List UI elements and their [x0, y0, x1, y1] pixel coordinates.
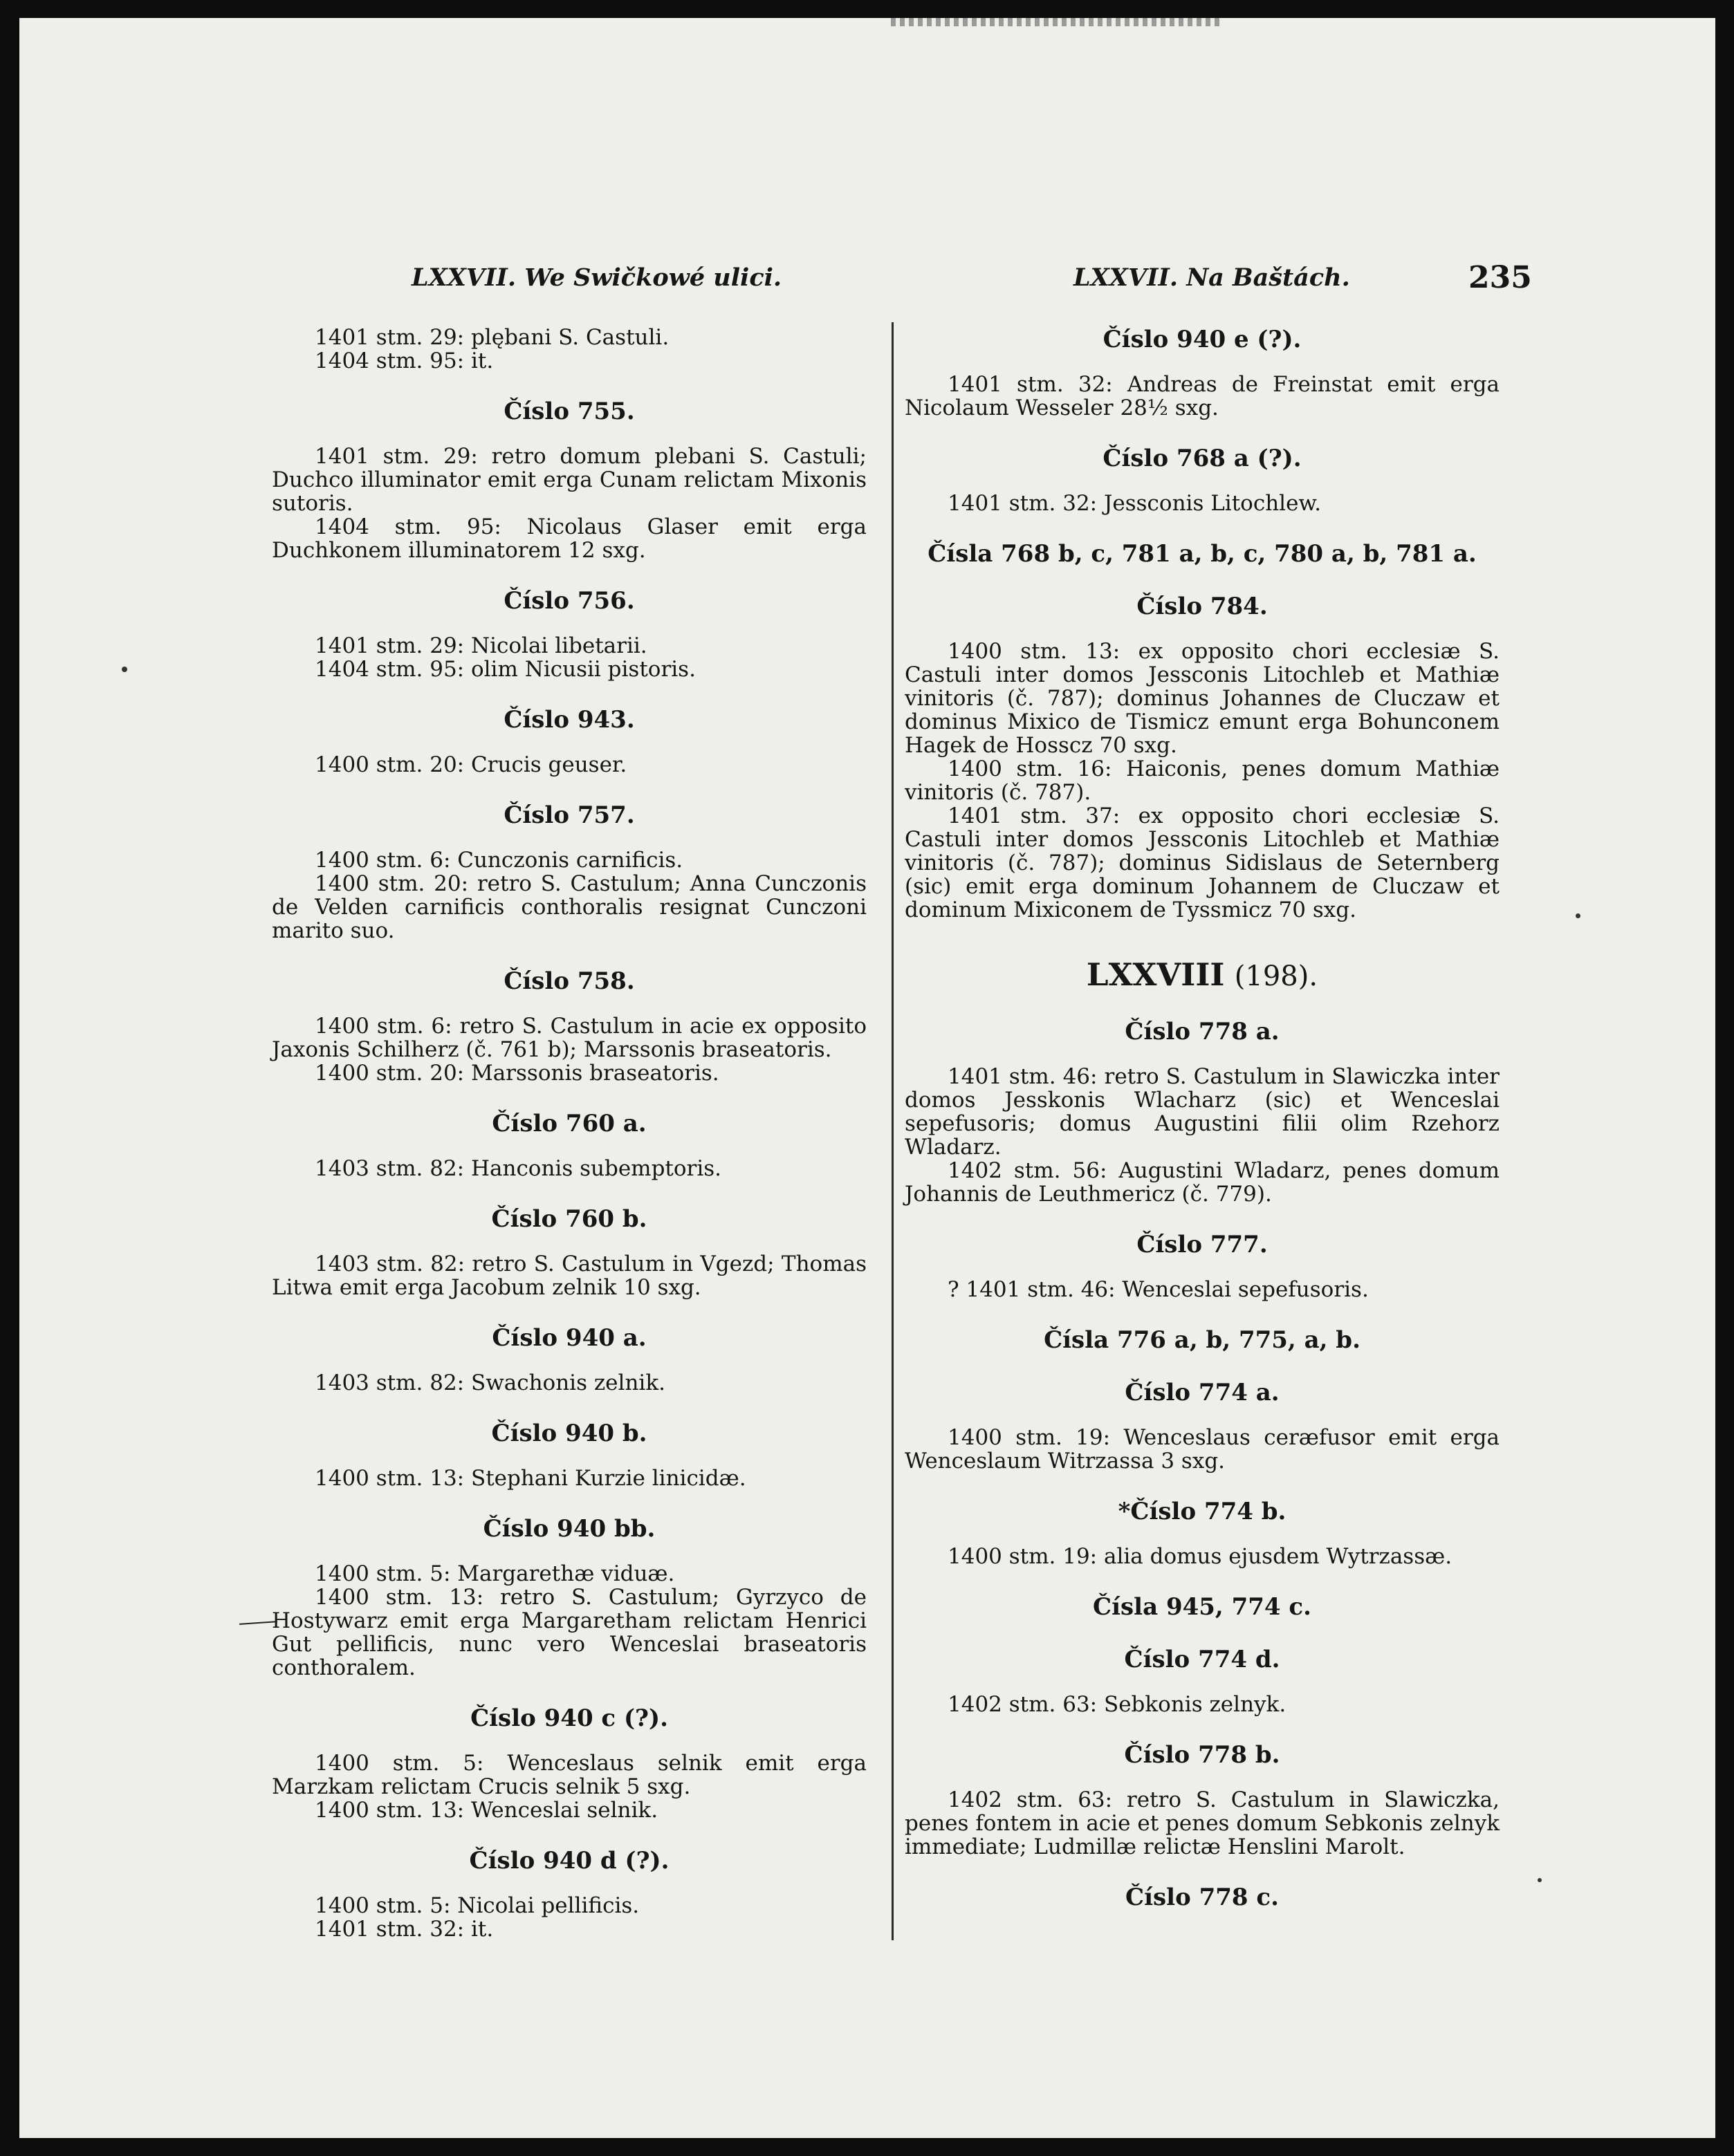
entry-heading: Číslo 755.	[504, 398, 635, 425]
record-entry: 1400 stm. 20: retro S. Castulum; Anna Cunczonis de Velden carnificis conthoralis resignat Cunczoni marito suo.	[272, 871, 867, 943]
running-header-right: LXXVII. Na Baštách.	[1073, 263, 1350, 292]
column-divider	[892, 322, 894, 1940]
page-number: 235	[1468, 260, 1532, 295]
entry-heading: Číslo 940 b.	[491, 1420, 647, 1447]
record-entry: 1400 stm. 6: Cunczonis carnificis.	[315, 848, 683, 873]
record-entry: 1400 stm. 6: retro S. Castulum in acie ex opposito Jaxonis Schilherz (č. 761 b); Marssonis braseatoris.	[272, 1014, 867, 1062]
section-number: LXXVIII	[1086, 956, 1225, 993]
record-entry: 1400 stm. 19: Wenceslaus ceræfusor emit erga Wenceslaum Witrzassa 3 sxg.	[905, 1425, 1500, 1474]
record-entry: 1400 stm. 13: ex opposito chori ecclesiæ S. Castuli inter domos Jessconis Litochleb et Mathiæ vinitoris (č. 787); dominus Johannes de Cluczaw et dominus Mixico de Tismicz emunt erga Bohunconem Hagek de Hosscz 70 sxg.	[905, 639, 1500, 758]
entry-heading: Číslo 940 c (?).	[470, 1704, 668, 1732]
record-entry: 1401 stm. 29: Nicolai libetarii.	[315, 633, 647, 658]
record-entry: 1403 stm. 82: retro S. Castulum in Vgezd; Thomas Litwa emit erga Jacobum zelnik 10 sxg.	[272, 1252, 867, 1300]
speck	[1576, 913, 1580, 918]
entry-heading: Číslo 784.	[1136, 593, 1268, 620]
entry-heading: Číslo 757.	[504, 801, 635, 829]
record-entry: 1400 stm. 5: Wenceslaus selnik emit erga Marzkam relictam Crucis selnik 5 sxg.	[272, 1751, 867, 1799]
record-entry: 1401 stm. 29: retro domum plebani S. Castuli; Duchco illuminator emit erga Cunam relictam Mixonis sutoris.	[272, 444, 867, 516]
entry-heading: Číslo 758.	[504, 967, 635, 995]
record-entry: 1401 stm. 37: ex opposito chori ecclesiæ S. Castuli inter domos Jessconis Litochleb et Mathiæ vinitoris (č. 787); dominus Sidislaus de Seternberg (sic) emit erga dominum Johannem de Cluczaw et dominum Mixiconem de Tyssmicz 70 sxg.	[905, 803, 1500, 922]
entry-heading: Číslo 940 d (?).	[469, 1847, 670, 1875]
entry-heading: Číslo 778 a.	[1125, 1018, 1280, 1046]
entry-heading: Číslo 777.	[1136, 1231, 1268, 1258]
entry-heading: Číslo 774 d.	[1124, 1646, 1280, 1673]
entry-heading: Číslo 760 a.	[492, 1110, 647, 1137]
entry-heading: Číslo 756.	[504, 587, 635, 615]
record-entry: 1402 stm. 56: Augustini Wladarz, penes domum Johannis de Leuthmericz (č. 779).	[905, 1158, 1500, 1207]
left-column	[272, 326, 867, 1941]
record-entry: 1404 stm. 95: it.	[315, 349, 494, 373]
entry-heading: Čísla 945, 774 c.	[1093, 1593, 1311, 1621]
record-entry: 1403 stm. 82: Swachonis zelnik.	[315, 1370, 665, 1395]
record-entry: 1401 stm. 32: Jessconis Litochlew.	[948, 491, 1322, 516]
scanned-page	[19, 18, 1715, 2138]
record-entry: 1404 stm. 95: Nicolaus Glaser emit erga Duchkonem illuminatorem 12 sxg.	[272, 514, 867, 563]
record-entry: 1402 stm. 63: Sebkonis zelnyk.	[948, 1692, 1286, 1717]
entry-heading: Číslo 943.	[504, 706, 635, 734]
entry-heading: Čísla 776 a, b, 775, a, b.	[1044, 1326, 1361, 1354]
record-entry: 1400 stm. 13: Wenceslai selnik.	[315, 1798, 658, 1823]
record-entry: 1400 stm. 20: Marssonis braseatoris.	[315, 1061, 719, 1086]
record-entry: 1402 stm. 63: retro S. Castulum in Slawiczka, penes fontem in acie et penes domum Sebkonis zelnyk immediate; Ludmillæ relictæ Henslini Marolt.	[905, 1787, 1500, 1859]
torn-top-edge	[891, 18, 1223, 26]
entry-heading: Číslo 768 a (?).	[1103, 445, 1302, 472]
running-header-left: LXXVII. We Swičkowé ulici.	[412, 263, 782, 292]
record-entry: 1400 stm. 20: Crucis geuser.	[315, 752, 627, 777]
right-column	[905, 326, 1500, 1931]
entry-heading: Číslo 940 bb.	[483, 1515, 656, 1543]
record-entry: 1404 stm. 95: olim Nicusii pistoris.	[315, 657, 696, 682]
entry-heading: Číslo 760 b.	[491, 1205, 647, 1233]
entry-heading: Číslo 778 c.	[1125, 1884, 1279, 1911]
record-entry: 1400 stm. 19: alia domus ejusdem Wytrzassæ.	[948, 1544, 1452, 1569]
entry-heading: Číslo 940 e (?).	[1103, 326, 1302, 353]
record-entry: 1400 stm. 13: Stephani Kurzie linicidæ.	[315, 1466, 746, 1491]
entry-heading: Číslo 774 a.	[1125, 1379, 1280, 1406]
entry-heading: Čísla 768 b, c, 781 a, b, c, 780 a, b, 781 a.	[928, 540, 1477, 568]
entry-heading: Číslo 940 a.	[492, 1324, 647, 1352]
section-count: (198).	[1234, 960, 1318, 992]
record-entry: 1400 stm. 16: Haiconis, penes domum Mathiæ vinitoris (č. 787).	[905, 756, 1500, 805]
record-entry: 1401 stm. 32: Andreas de Freinstat emit erga Nicolaum Wesseler 28½ sxg.	[905, 372, 1500, 420]
record-entry: 1400 stm. 5: Nicolai pellificis.	[315, 1893, 640, 1918]
entry-heading: Číslo 778 b.	[1124, 1741, 1280, 1769]
entry-heading: *Číslo 774 b.	[1118, 1498, 1286, 1525]
section-title	[905, 956, 1500, 993]
record-entry: 1400 stm. 5: Margarethæ viduæ.	[315, 1561, 675, 1586]
record-entry: ? 1401 stm. 46: Wenceslai sepefusoris.	[948, 1277, 1369, 1302]
speck	[1538, 1878, 1542, 1882]
record-entry: 1401 stm. 32: it.	[315, 1917, 494, 1942]
record-entry: 1400 stm. 13: retro S. Castulum; Gyrzyco de Hostywarz emit erga Margaretham relictam Henrici Gut pellificis, nunc vero Wenceslai braseatoris conthoralem.	[272, 1585, 867, 1680]
speck	[122, 667, 127, 672]
record-entry: 1401 stm. 46: retro S. Castulum in Slawiczka inter domos Jesskonis Wlacharz (sic) et Wenceslai sepefusoris; domus Augustini filii olim Rzehorz Wladarz.	[905, 1064, 1500, 1160]
record-entry: 1403 stm. 82: Hanconis subemptoris.	[315, 1156, 722, 1181]
record-entry: 1401 stm. 29: plębani S. Castuli.	[315, 325, 670, 350]
